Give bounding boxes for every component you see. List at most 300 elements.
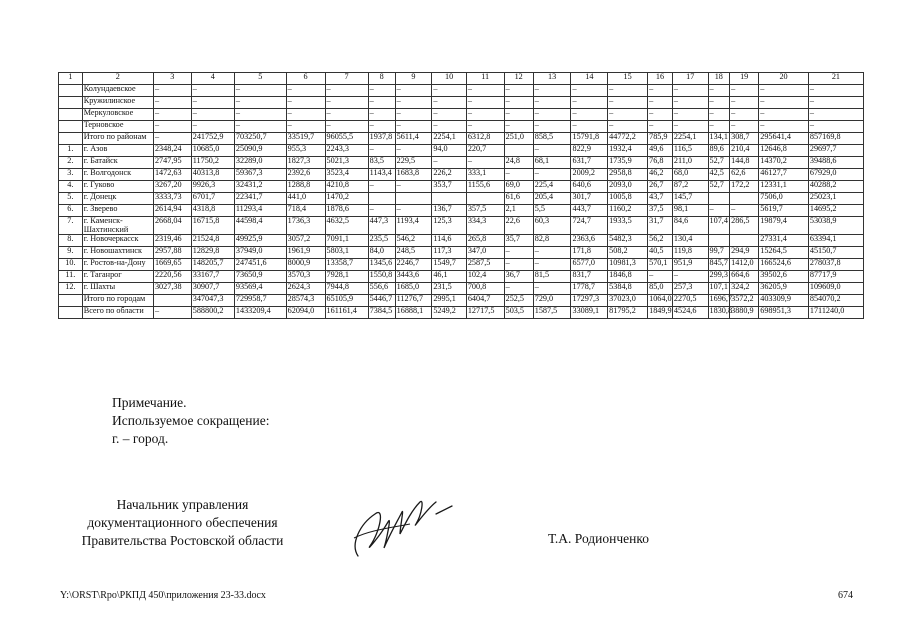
- value-cell: –: [153, 121, 191, 133]
- value-cell: –: [286, 97, 325, 109]
- value-cell: 5611,4: [395, 133, 432, 145]
- value-cell: 96055,5: [325, 133, 368, 145]
- value-cell: 357,5: [466, 205, 504, 217]
- row-number-cell: [59, 295, 83, 307]
- value-cell: –: [672, 121, 708, 133]
- value-cell: [153, 295, 191, 307]
- value-cell: 87717,9: [808, 271, 863, 283]
- value-cell: 205,4: [533, 193, 571, 205]
- value-cell: 4632,5: [325, 217, 368, 235]
- value-cell: 11750,2: [191, 157, 234, 169]
- value-cell: 2624,3: [286, 283, 325, 295]
- value-cell: –: [533, 283, 571, 295]
- value-cell: –: [808, 97, 863, 109]
- value-cell: 136,7: [432, 205, 467, 217]
- value-cell: –: [504, 283, 533, 295]
- territory-name-cell: г. Донецк: [82, 193, 153, 205]
- value-cell: 6404,7: [466, 295, 504, 307]
- value-cell: 1778,7: [571, 283, 608, 295]
- value-cell: 2254,1: [432, 133, 467, 145]
- value-cell: 324,2: [730, 283, 759, 295]
- value-cell: 7944,8: [325, 283, 368, 295]
- value-cell: [504, 145, 533, 157]
- column-number-cell: 12: [504, 73, 533, 85]
- note-block: [112, 394, 270, 448]
- value-cell: –: [191, 97, 234, 109]
- value-cell: 27331,4: [759, 235, 809, 247]
- value-cell: 12717,5: [466, 307, 504, 319]
- value-cell: 17297,3: [571, 295, 608, 307]
- value-cell: 63394,1: [808, 235, 863, 247]
- row-number-cell: 5.: [59, 193, 83, 205]
- value-cell: –: [648, 271, 673, 283]
- territory-name-cell: Терновское: [82, 121, 153, 133]
- row-number-cell: [59, 121, 83, 133]
- territory-name-cell: г. Батайск: [82, 157, 153, 169]
- value-cell: 145,7: [672, 193, 708, 205]
- value-cell: 225,4: [533, 181, 571, 193]
- value-cell: 546,2: [395, 235, 432, 247]
- value-cell: 43,7: [648, 193, 673, 205]
- territory-name-cell: г. Ростов-на-Дону: [82, 259, 153, 271]
- row-number-cell: 3.: [59, 169, 83, 181]
- value-cell: 2392,6: [286, 169, 325, 181]
- value-cell: 3570,3: [286, 271, 325, 283]
- value-cell: –: [432, 121, 467, 133]
- value-cell: 295641,4: [759, 133, 809, 145]
- value-cell: 7506,0: [759, 193, 809, 205]
- value-cell: –: [368, 205, 395, 217]
- value-cell: 220,7: [466, 145, 504, 157]
- value-cell: 134,1: [708, 133, 730, 145]
- value-cell: 40313,8: [191, 169, 234, 181]
- value-cell: –: [533, 109, 571, 121]
- value-cell: 5,5: [533, 205, 571, 217]
- value-cell: 1064,0: [648, 295, 673, 307]
- value-cell: 10685,0: [191, 145, 234, 157]
- value-cell: 2246,7: [395, 259, 432, 271]
- value-cell: 3057,2: [286, 235, 325, 247]
- value-cell: 1472,63: [153, 169, 191, 181]
- territory-name-cell: г. Зверево: [82, 205, 153, 217]
- value-cell: –: [234, 97, 286, 109]
- value-cell: 2243,3: [325, 145, 368, 157]
- value-cell: 59367,3: [234, 169, 286, 181]
- value-cell: 508,2: [608, 247, 648, 259]
- value-cell: 44772,2: [608, 133, 648, 145]
- value-cell: 6312,8: [466, 133, 504, 145]
- value-cell: –: [759, 109, 809, 121]
- value-cell: 1549,7: [432, 259, 467, 271]
- value-cell: –: [234, 121, 286, 133]
- value-cell: 36205,9: [759, 283, 809, 295]
- value-cell: 76,8: [648, 157, 673, 169]
- value-cell: 62094,0: [286, 307, 325, 319]
- value-cell: 845,7: [708, 259, 730, 271]
- value-cell: –: [395, 97, 432, 109]
- value-cell: –: [648, 121, 673, 133]
- value-cell: 858,5: [533, 133, 571, 145]
- value-cell: 36,7: [504, 271, 533, 283]
- value-cell: –: [395, 85, 432, 97]
- value-cell: 831,7: [571, 271, 608, 283]
- value-cell: –: [708, 85, 730, 97]
- value-cell: 62,6: [730, 169, 759, 181]
- value-cell: 107,1: [708, 283, 730, 295]
- value-cell: 447,3: [368, 217, 395, 235]
- row-number-cell: [59, 85, 83, 97]
- value-cell: 1288,8: [286, 181, 325, 193]
- column-number-cell: 8: [368, 73, 395, 85]
- value-cell: –: [808, 109, 863, 121]
- value-cell: –: [234, 109, 286, 121]
- value-cell: –: [504, 169, 533, 181]
- value-cell: –: [234, 85, 286, 97]
- value-cell: 49,6: [648, 145, 673, 157]
- value-cell: 68,1: [533, 157, 571, 169]
- value-cell: 1961,9: [286, 247, 325, 259]
- value-cell: 1470,2: [325, 193, 368, 205]
- value-cell: 1160,2: [608, 205, 648, 217]
- value-cell: [708, 235, 730, 247]
- value-cell: 82,8: [533, 235, 571, 247]
- row-number-cell: [59, 97, 83, 109]
- value-cell: –: [730, 121, 759, 133]
- value-cell: 22,6: [504, 217, 533, 235]
- note-abbrev: г. – город.: [112, 431, 169, 446]
- table-row: [59, 217, 864, 235]
- value-cell: 286,5: [730, 217, 759, 235]
- value-cell: 347047,3: [191, 295, 234, 307]
- value-cell: 854070,2: [808, 295, 863, 307]
- column-number-cell: 4: [191, 73, 234, 85]
- page-number: 674: [838, 590, 853, 601]
- value-cell: 2668,04: [153, 217, 191, 235]
- value-cell: –: [395, 109, 432, 121]
- value-cell: 61,6: [504, 193, 533, 205]
- value-cell: 32431,2: [234, 181, 286, 193]
- value-cell: 1669,65: [153, 259, 191, 271]
- column-number-cell: 7: [325, 73, 368, 85]
- value-cell: –: [368, 109, 395, 121]
- value-cell: 231,5: [432, 283, 467, 295]
- row-number-cell: 7.: [59, 217, 83, 235]
- value-cell: 251,0: [504, 133, 533, 145]
- value-cell: 724,7: [571, 217, 608, 235]
- value-cell: –: [325, 121, 368, 133]
- table-row: [59, 157, 864, 169]
- territory-name-cell: Всего по области: [82, 307, 153, 319]
- value-cell: 5803,1: [325, 247, 368, 259]
- table-row: [59, 271, 864, 283]
- column-number-cell: 1: [59, 73, 83, 85]
- table-row: [59, 193, 864, 205]
- value-cell: 56,2: [648, 235, 673, 247]
- value-cell: 7091,1: [325, 235, 368, 247]
- row-number-cell: 8.: [59, 235, 83, 247]
- signatory-title-line2: документационного обеспечения: [87, 515, 278, 530]
- column-number-cell: 19: [730, 73, 759, 85]
- value-cell: 278037,8: [808, 259, 863, 271]
- signatory-title-line1: Начальник управления: [116, 497, 249, 512]
- value-cell: 700,8: [466, 283, 504, 295]
- value-cell: 257,3: [672, 283, 708, 295]
- value-cell: –: [368, 97, 395, 109]
- value-cell: 16715,8: [191, 217, 234, 235]
- value-cell: 265,8: [466, 235, 504, 247]
- column-number-cell: 6: [286, 73, 325, 85]
- value-cell: –: [759, 121, 809, 133]
- value-cell: 52,7: [708, 157, 730, 169]
- value-cell: 13358,7: [325, 259, 368, 271]
- value-cell: 40,5: [648, 247, 673, 259]
- value-cell: 703250,7: [234, 133, 286, 145]
- value-cell: 98,1: [672, 205, 708, 217]
- signatory-title-line3: Правительства Ростовской области: [81, 533, 284, 548]
- value-cell: 1433209,4: [234, 307, 286, 319]
- value-cell: 52,7: [708, 181, 730, 193]
- value-cell: 5384,8: [608, 283, 648, 295]
- value-cell: 46,2: [648, 169, 673, 181]
- value-cell: 857169,8: [808, 133, 863, 145]
- value-cell: 729958,7: [234, 295, 286, 307]
- value-cell: 1587,5: [533, 307, 571, 319]
- value-cell: 22341,7: [234, 193, 286, 205]
- value-cell: –: [432, 97, 467, 109]
- value-cell: 68,0: [672, 169, 708, 181]
- value-cell: 6577,0: [571, 259, 608, 271]
- value-cell: 12646,8: [759, 145, 809, 157]
- value-cell: –: [571, 109, 608, 121]
- value-cell: 130,4: [672, 235, 708, 247]
- value-cell: 14370,2: [759, 157, 809, 169]
- value-cell: –: [708, 121, 730, 133]
- value-cell: 1345,6: [368, 259, 395, 271]
- value-cell: –: [466, 97, 504, 109]
- value-cell: 570,1: [648, 259, 673, 271]
- value-cell: 2587,5: [466, 259, 504, 271]
- table-row: [59, 97, 864, 109]
- value-cell: 81,5: [533, 271, 571, 283]
- value-cell: 44598,4: [234, 217, 286, 235]
- value-cell: 235,5: [368, 235, 395, 247]
- value-cell: 65105,9: [325, 295, 368, 307]
- value-cell: 53038,9: [808, 217, 863, 235]
- value-cell: –: [648, 85, 673, 97]
- value-cell: 87,2: [672, 181, 708, 193]
- value-cell: 718,4: [286, 205, 325, 217]
- value-cell: 1849,9: [648, 307, 673, 319]
- note-title: Примечание.: [112, 395, 187, 410]
- value-cell: 2348,24: [153, 145, 191, 157]
- table-header-row: [59, 73, 864, 85]
- value-cell: 114,6: [432, 235, 467, 247]
- value-cell: –: [533, 169, 571, 181]
- value-cell: –: [608, 121, 648, 133]
- column-number-cell: 21: [808, 73, 863, 85]
- value-cell: 2,1: [504, 205, 533, 217]
- value-cell: 2614,94: [153, 205, 191, 217]
- value-cell: –: [191, 121, 234, 133]
- value-cell: 93569,4: [234, 283, 286, 295]
- value-cell: 1827,3: [286, 157, 325, 169]
- value-cell: –: [571, 121, 608, 133]
- value-cell: 247451,6: [234, 259, 286, 271]
- value-cell: –: [466, 157, 504, 169]
- value-cell: 69,0: [504, 181, 533, 193]
- value-cell: –: [672, 271, 708, 283]
- column-number-cell: 5: [234, 73, 286, 85]
- value-cell: –: [730, 205, 759, 217]
- value-cell: 6701,7: [191, 193, 234, 205]
- value-cell: [395, 193, 432, 205]
- value-cell: –: [466, 85, 504, 97]
- value-cell: –: [286, 121, 325, 133]
- column-number-cell: 16: [648, 73, 673, 85]
- row-number-cell: [59, 133, 83, 145]
- value-cell: 24,8: [504, 157, 533, 169]
- value-cell: 33519,7: [286, 133, 325, 145]
- value-cell: 252,5: [504, 295, 533, 307]
- value-cell: 3333,73: [153, 193, 191, 205]
- value-cell: [730, 235, 759, 247]
- value-cell: 172,2: [730, 181, 759, 193]
- table-row: [59, 145, 864, 157]
- row-number-cell: 1.: [59, 145, 83, 157]
- value-cell: –: [286, 85, 325, 97]
- value-cell: 347,0: [466, 247, 504, 259]
- value-cell: 85,0: [648, 283, 673, 295]
- value-cell: –: [808, 121, 863, 133]
- value-cell: 67929,0: [808, 169, 863, 181]
- value-cell: 33089,1: [571, 307, 608, 319]
- value-cell: 3523,4: [325, 169, 368, 181]
- value-cell: 102,4: [466, 271, 504, 283]
- value-cell: 1878,6: [325, 205, 368, 217]
- table-row: [59, 247, 864, 259]
- table-row: [59, 181, 864, 193]
- value-cell: 556,6: [368, 283, 395, 295]
- table-row: [59, 235, 864, 247]
- value-cell: 15791,8: [571, 133, 608, 145]
- value-cell: 1005,8: [608, 193, 648, 205]
- signatory-name: Т.А. Родионченко: [548, 531, 649, 546]
- signatory-title: [60, 496, 305, 550]
- column-number-cell: 20: [759, 73, 809, 85]
- value-cell: –: [395, 145, 432, 157]
- value-cell: 1193,4: [395, 217, 432, 235]
- value-cell: 698951,3: [759, 307, 809, 319]
- value-cell: 503,5: [504, 307, 533, 319]
- value-cell: 5482,3: [608, 235, 648, 247]
- value-cell: 49925,9: [234, 235, 286, 247]
- value-cell: 308,7: [730, 133, 759, 145]
- value-cell: 46127,7: [759, 169, 809, 181]
- row-number-cell: 6.: [59, 205, 83, 217]
- row-number-cell: [59, 307, 83, 319]
- value-cell: [466, 193, 504, 205]
- value-cell: 1696,7: [708, 295, 730, 307]
- value-cell: 8000,9: [286, 259, 325, 271]
- territory-name-cell: г. Новошахтинск: [82, 247, 153, 259]
- value-cell: 37,5: [648, 205, 673, 217]
- value-cell: –: [730, 85, 759, 97]
- value-cell: –: [504, 121, 533, 133]
- value-cell: 1685,0: [395, 283, 432, 295]
- value-cell: 116,5: [672, 145, 708, 157]
- value-cell: 89,6: [708, 145, 730, 157]
- value-cell: –: [153, 307, 191, 319]
- value-cell: 299,3: [708, 271, 730, 283]
- value-cell: 1550,8: [368, 271, 395, 283]
- value-cell: 11276,7: [395, 295, 432, 307]
- value-cell: –: [759, 85, 809, 97]
- value-cell: –: [504, 85, 533, 97]
- value-cell: 1736,3: [286, 217, 325, 235]
- value-cell: 2254,1: [672, 133, 708, 145]
- value-cell: –: [708, 205, 730, 217]
- value-cell: –: [533, 259, 571, 271]
- value-cell: –: [395, 181, 432, 193]
- table-row: [59, 109, 864, 121]
- value-cell: –: [533, 247, 571, 259]
- value-cell: 226,2: [432, 169, 467, 181]
- value-cell: 12829,8: [191, 247, 234, 259]
- column-number-cell: 13: [533, 73, 571, 85]
- value-cell: 1143,4: [368, 169, 395, 181]
- column-number-cell: 11: [466, 73, 504, 85]
- data-table: [58, 72, 864, 319]
- value-cell: 32289,0: [234, 157, 286, 169]
- value-cell: 30907,7: [191, 283, 234, 295]
- value-cell: –: [608, 85, 648, 97]
- value-cell: –: [708, 109, 730, 121]
- value-cell: 119,8: [672, 247, 708, 259]
- territory-name-cell: г. Каменск-Шахтинский: [82, 217, 153, 235]
- value-cell: 40288,2: [808, 181, 863, 193]
- value-cell: [368, 193, 395, 205]
- table-row: [59, 283, 864, 295]
- row-number-cell: 9.: [59, 247, 83, 259]
- territory-name-cell: г. Новочеркасск: [82, 235, 153, 247]
- column-number-cell: 17: [672, 73, 708, 85]
- value-cell: 951,9: [672, 259, 708, 271]
- value-cell: 166524,6: [759, 259, 809, 271]
- value-cell: 7384,5: [368, 307, 395, 319]
- value-cell: 42,5: [708, 169, 730, 181]
- value-cell: 81795,2: [608, 307, 648, 319]
- value-cell: –: [466, 109, 504, 121]
- value-cell: –: [368, 145, 395, 157]
- value-cell: 3267,20: [153, 181, 191, 193]
- file-path: Y:\ORST\Rpo\РКПД 450\приложения 23-33.docx: [60, 590, 266, 601]
- value-cell: 2995,1: [432, 295, 467, 307]
- value-cell: 73650,9: [234, 271, 286, 283]
- value-cell: 822,9: [571, 145, 608, 157]
- value-cell: –: [571, 97, 608, 109]
- value-cell: –: [672, 85, 708, 97]
- value-cell: 12331,1: [759, 181, 809, 193]
- handwritten-signature: [340, 484, 460, 564]
- value-cell: 211,0: [672, 157, 708, 169]
- value-cell: –: [368, 181, 395, 193]
- value-cell: [708, 193, 730, 205]
- column-number-cell: 9: [395, 73, 432, 85]
- value-cell: 2093,0: [608, 181, 648, 193]
- value-cell: 301,7: [571, 193, 608, 205]
- value-cell: –: [325, 109, 368, 121]
- table-row: [59, 205, 864, 217]
